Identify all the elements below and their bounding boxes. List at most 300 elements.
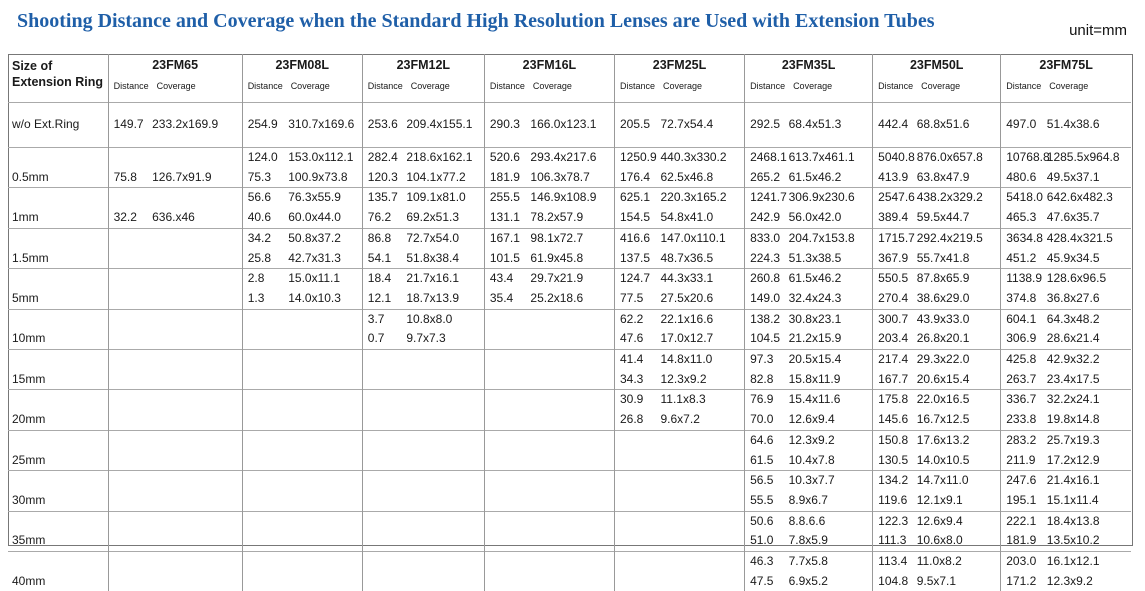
distance-cell — [242, 410, 286, 430]
distance-cell: 0.7 — [362, 329, 404, 349]
distance-cell: 145.6 — [873, 410, 915, 430]
distance-cell — [108, 228, 150, 248]
distance-cell — [484, 430, 528, 450]
table-row — [8, 188, 1131, 208]
coverage-subhead: Coverage — [532, 81, 572, 91]
coverage-cell — [150, 249, 242, 269]
coverage-cell: 78.2x57.9 — [530, 210, 584, 225]
distance-cell: 138.2 — [745, 309, 787, 329]
distance-cell: 18.4 — [362, 269, 404, 289]
lens-header-23fm65 — [108, 54, 242, 103]
coverage-cell: 54.8x41.0 — [660, 210, 714, 225]
coverage-subhead: Coverage — [921, 81, 961, 91]
distance-cell: 217.4 — [873, 350, 915, 370]
coverage-subhead: Coverage — [290, 81, 330, 91]
distance-cell: 40.6 — [242, 208, 286, 228]
distance-cell: 306.9 — [1001, 329, 1045, 349]
coverage-cell: 61.9x45.8 — [530, 250, 584, 265]
distance-cell: 41.4 — [614, 350, 658, 370]
distance-cell — [362, 410, 404, 430]
distance-cell: 497.0 — [1001, 103, 1045, 148]
distance-cell — [108, 491, 150, 511]
coverage-cell — [659, 511, 745, 531]
table-row — [8, 249, 1131, 269]
coverage-cell: 26.8x20.1 — [916, 331, 970, 346]
distance-cell: 167.7 — [873, 370, 915, 390]
distance-subhead: Distance — [750, 81, 786, 91]
coverage-cell: 7.7x5.8 — [787, 552, 873, 572]
table-row — [8, 572, 1131, 591]
coverage-cell — [150, 269, 242, 289]
lens-header-23fm75l — [1001, 54, 1131, 103]
coverage-cell: 14.0x10.5 — [916, 452, 970, 467]
distance-cell: 222.1 — [1001, 511, 1045, 531]
coverage-cell: 17.6x13.2 — [915, 430, 1001, 450]
lens-header-23fm50l — [873, 54, 1001, 103]
coverage-cell: 21.2x15.9 — [788, 331, 842, 346]
distance-cell — [108, 148, 150, 168]
distance-cell: 416.6 — [614, 228, 658, 248]
coverage-cell: 98.1x72.7 — [528, 228, 614, 248]
distance-cell: 70.0 — [745, 410, 787, 430]
size-header-line: Size of — [12, 59, 53, 73]
distance-cell: 32.2 — [108, 208, 150, 228]
distance-cell — [242, 491, 286, 511]
distance-cell — [484, 572, 528, 591]
coverage-cell — [659, 531, 745, 551]
coverage-cell: 100.9x73.8 — [288, 169, 348, 184]
coverage-cell: 38.6x29.0 — [916, 290, 970, 305]
coverage-subhead: Coverage — [156, 81, 196, 91]
distance-cell: 625.1 — [614, 188, 658, 208]
distance-cell: 149.7 — [108, 103, 150, 148]
table-row — [8, 208, 1131, 228]
distance-cell — [242, 309, 286, 329]
coverage-cell — [286, 329, 362, 349]
distance-cell — [108, 430, 150, 450]
distance-cell — [362, 451, 404, 471]
table-row — [8, 168, 1131, 188]
coverage-cell — [659, 552, 745, 572]
distance-cell: 1715.7 — [873, 228, 915, 248]
distance-cell: 101.5 — [484, 249, 528, 269]
distance-cell — [362, 491, 404, 511]
coverage-cell: 209.4x155.1 — [404, 103, 484, 148]
coverage-cell: 11.1x8.3 — [659, 390, 745, 410]
distance-cell — [108, 350, 150, 370]
distance-cell — [362, 390, 404, 410]
coverage-cell: 16.1x12.1 — [1045, 552, 1131, 572]
coverage-cell: 153.0x112.1 — [286, 148, 362, 168]
distance-cell: 111.3 — [873, 531, 915, 551]
coverage-cell — [150, 572, 242, 591]
distance-cell — [242, 451, 286, 471]
distance-cell: 25.8 — [242, 249, 286, 269]
coverage-cell: 128.6x96.5 — [1045, 269, 1131, 289]
table-row — [8, 148, 1131, 168]
lens-name: 23FM75L — [1039, 58, 1093, 72]
distance-subhead: Distance — [247, 81, 283, 91]
coverage-cell — [150, 491, 242, 511]
coverage-cell: 11.0x8.2 — [915, 552, 1001, 572]
distance-cell: 34.3 — [614, 370, 658, 390]
distance-cell: 124.7 — [614, 269, 658, 289]
extension-size-label: w/o Ext.Ring — [8, 103, 108, 148]
distance-cell: 130.5 — [873, 451, 915, 471]
coverage-cell: 10.6x8.0 — [916, 533, 963, 548]
coverage-cell — [150, 329, 242, 349]
distance-cell: 97.3 — [745, 350, 787, 370]
table-row — [8, 350, 1131, 370]
distance-cell: 480.6 — [1001, 168, 1045, 188]
distance-cell: 12.1 — [362, 289, 404, 309]
coverage-cell: 21.4x16.1 — [1045, 471, 1131, 491]
distance-cell: 270.4 — [873, 289, 915, 309]
coverage-cell — [404, 552, 484, 572]
coverage-cell: 51.8x38.4 — [406, 250, 460, 265]
coverage-cell — [286, 350, 362, 370]
distance-cell: 122.3 — [873, 511, 915, 531]
distance-cell: 135.7 — [362, 188, 404, 208]
distance-cell: 442.4 — [873, 103, 915, 148]
coverage-cell: 22.1x16.6 — [659, 309, 745, 329]
coverage-cell: 62.5x46.8 — [660, 169, 714, 184]
coverage-cell: 29.7x21.9 — [528, 269, 614, 289]
distance-subhead: Distance — [1006, 81, 1042, 91]
lens-header-23fm12l — [362, 54, 484, 103]
coverage-cell: 28.6x21.4 — [1046, 331, 1100, 346]
lens-name: 23FM25L — [652, 58, 707, 72]
coverage-cell — [528, 350, 614, 370]
table-row — [8, 511, 1131, 531]
coverage-cell: 14.8x11.0 — [659, 350, 745, 370]
distance-cell — [108, 410, 150, 430]
distance-cell — [484, 511, 528, 531]
coverage-cell — [150, 350, 242, 370]
coverage-cell — [150, 552, 242, 572]
distance-cell — [108, 188, 150, 208]
coverage-cell: 12.6x9.4 — [788, 412, 835, 427]
coverage-cell: 32.2x24.1 — [1045, 390, 1131, 410]
extension-size-label: 1mm — [8, 188, 108, 228]
table-row — [8, 329, 1131, 349]
distance-cell — [614, 511, 658, 531]
table-row — [8, 103, 1131, 148]
coverage-cell: 13.5x10.2 — [1046, 533, 1100, 548]
lens-header-23fm16l — [484, 54, 614, 103]
distance-cell: 203.0 — [1001, 552, 1045, 572]
coverage-cell: 233.2x169.9 — [150, 103, 242, 148]
coverage-cell — [528, 531, 614, 551]
distance-cell: 10768.8 — [1001, 148, 1045, 168]
distance-cell: 34.2 — [242, 228, 286, 248]
table-row — [8, 410, 1131, 430]
distance-cell: 260.8 — [745, 269, 787, 289]
distance-cell: 195.1 — [1001, 491, 1045, 511]
coverage-cell — [528, 552, 614, 572]
coverage-cell — [150, 430, 242, 450]
coverage-cell — [150, 228, 242, 248]
coverage-cell: 42.7x31.3 — [288, 250, 341, 265]
distance-cell — [242, 552, 286, 572]
distance-cell — [362, 511, 404, 531]
distance-cell: 2468.1 — [745, 148, 787, 168]
distance-cell — [108, 531, 150, 551]
distance-cell: 181.9 — [484, 168, 528, 188]
coverage-cell: 20.6x15.4 — [916, 371, 970, 386]
distance-cell: 137.5 — [614, 249, 658, 269]
coverage-cell: 25.2x18.6 — [530, 290, 584, 305]
distance-cell: 282.4 — [362, 148, 404, 168]
distance-cell — [484, 531, 528, 551]
coverage-cell: 22.0x16.5 — [915, 390, 1001, 410]
distance-cell: 154.5 — [614, 208, 658, 228]
coverage-cell: 6.9x5.2 — [788, 573, 828, 588]
coverage-cell: 51.4x38.6 — [1045, 103, 1131, 148]
lens-subheads — [243, 72, 362, 91]
lens-header-23fm08l — [242, 54, 362, 103]
distance-cell: 604.1 — [1001, 309, 1045, 329]
coverage-cell — [404, 350, 484, 370]
lens-name: 23FM12L — [396, 58, 451, 72]
coverage-cell: 613.7x461.1 — [787, 148, 873, 168]
coverage-cell: 59.5x44.7 — [916, 210, 970, 225]
distance-cell: 113.4 — [873, 552, 915, 572]
distance-cell — [242, 572, 286, 591]
distance-cell: 64.6 — [745, 430, 787, 450]
distance-cell: 1250.9 — [614, 148, 658, 168]
distance-cell: 1.3 — [242, 289, 286, 309]
coverage-cell — [528, 390, 614, 410]
coverage-cell: 109.1x81.0 — [404, 188, 484, 208]
distance-cell: 224.3 — [745, 249, 787, 269]
distance-cell: 211.9 — [1001, 451, 1045, 471]
coverage-cell — [528, 370, 614, 390]
distance-cell — [614, 471, 658, 491]
extension-size-label: 40mm — [8, 552, 108, 591]
distance-cell — [614, 491, 658, 511]
coverage-cell: 29.3x22.0 — [915, 350, 1001, 370]
coverage-cell: 9.5x7.1 — [916, 573, 957, 588]
coverage-cell — [404, 430, 484, 450]
coverage-cell: 56.0x42.0 — [788, 210, 842, 225]
distance-subhead: Distance — [489, 81, 525, 91]
extension-size-label: 5mm — [8, 269, 108, 309]
coverage-cell: 876.0x657.8 — [915, 148, 1001, 168]
lens-subheads — [615, 72, 744, 91]
distance-cell: 389.4 — [873, 208, 915, 228]
coverage-cell: 9.6x7.2 — [660, 412, 700, 427]
distance-cell: 181.9 — [1001, 531, 1045, 551]
distance-cell — [484, 471, 528, 491]
distance-cell: 247.6 — [1001, 471, 1045, 491]
coverage-cell: 17.2x12.9 — [1046, 452, 1100, 467]
distance-cell: 131.1 — [484, 208, 528, 228]
coverage-cell: 15.1x11.4 — [1046, 492, 1099, 507]
distance-cell: 1241.7 — [745, 188, 787, 208]
coverage-cell: 72.7x54.4 — [659, 103, 745, 148]
distance-cell: 50.6 — [745, 511, 787, 531]
coverage-cell — [286, 531, 362, 551]
coverage-cell — [286, 511, 362, 531]
distance-cell: 254.9 — [242, 103, 286, 148]
coverage-subhead: Coverage — [410, 81, 450, 91]
coverage-cell: 60.0x44.0 — [288, 210, 341, 225]
distance-cell: 54.1 — [362, 249, 404, 269]
coverage-subhead: Coverage — [793, 81, 833, 91]
distance-cell — [362, 370, 404, 390]
distance-cell: 253.6 — [362, 103, 404, 148]
coverage-cell: 51.3x38.5 — [788, 250, 842, 265]
coverage-cell — [659, 451, 745, 471]
distance-cell: 292.5 — [745, 103, 787, 148]
distance-subhead: Distance — [619, 81, 655, 91]
distance-cell — [362, 531, 404, 551]
lens-header-23fm35l — [745, 54, 873, 103]
coverage-cell: 8.9x6.7 — [788, 492, 828, 507]
coverage-cell — [404, 471, 484, 491]
distance-cell: 176.4 — [614, 168, 658, 188]
coverage-cell: 44.3x33.1 — [659, 269, 745, 289]
distance-cell — [242, 531, 286, 551]
coverage-cell: 18.4x13.8 — [1045, 511, 1131, 531]
distance-cell — [484, 451, 528, 471]
distance-cell: 43.4 — [484, 269, 528, 289]
coverage-cell — [150, 289, 242, 309]
coverage-cell: 1285.5x964.8 — [1045, 148, 1131, 168]
lens-subheads — [109, 72, 242, 91]
coverage-cell — [659, 572, 745, 591]
coverage-cell — [150, 370, 242, 390]
coverage-cell: 126.7x91.9 — [152, 169, 212, 184]
coverage-cell — [286, 370, 362, 390]
table-row — [8, 531, 1131, 551]
coverage-cell — [404, 451, 484, 471]
coverage-cell: 306.9x230.6 — [787, 188, 873, 208]
coverage-cell: 636.x46 — [152, 210, 195, 225]
distance-cell — [108, 269, 150, 289]
distance-cell — [614, 572, 658, 591]
coverage-cell: 64.3x48.2 — [1045, 309, 1131, 329]
coverage-cell — [286, 390, 362, 410]
coverage-cell: 15.0x11.1 — [286, 269, 362, 289]
coverage-cell: 68.8x51.6 — [915, 103, 1001, 148]
distance-cell: 425.8 — [1001, 350, 1045, 370]
distance-cell: 30.9 — [614, 390, 658, 410]
distance-cell: 76.2 — [362, 208, 404, 228]
distance-cell: 56.5 — [745, 471, 787, 491]
table-row — [8, 390, 1131, 410]
coverage-cell — [150, 309, 242, 329]
coverage-cell — [286, 552, 362, 572]
coverage-cell: 147.0x110.1 — [659, 228, 745, 248]
distance-cell — [108, 309, 150, 329]
extension-size-label: 15mm — [8, 350, 108, 390]
extension-size-label: 35mm — [8, 511, 108, 551]
coverage-cell: 47.6x35.7 — [1046, 210, 1100, 225]
distance-cell — [614, 430, 658, 450]
coverage-cell — [528, 430, 614, 450]
distance-cell — [108, 572, 150, 591]
coverage-cell — [286, 471, 362, 491]
distance-cell — [242, 329, 286, 349]
coverage-cell: 25.7x19.3 — [1045, 430, 1131, 450]
coverage-cell — [404, 370, 484, 390]
distance-cell — [108, 511, 150, 531]
coverage-cell: 18.7x13.9 — [406, 290, 460, 305]
table-row — [8, 430, 1131, 450]
distance-cell — [484, 329, 528, 349]
extension-size-label: 30mm — [8, 471, 108, 511]
coverage-cell: 14.7x11.0 — [915, 471, 1001, 491]
coverage-cell: 12.3x9.2 — [1046, 573, 1093, 588]
distance-cell — [108, 451, 150, 471]
table-row — [8, 451, 1131, 471]
coverage-cell: 10.3x7.7 — [787, 471, 873, 491]
coverage-cell: 204.7x153.8 — [787, 228, 873, 248]
coverage-cell — [528, 491, 614, 511]
distance-cell — [242, 390, 286, 410]
distance-cell — [362, 572, 404, 591]
distance-cell — [484, 309, 528, 329]
coverage-cell: 292.4x219.5 — [915, 228, 1001, 248]
coverage-cell — [528, 511, 614, 531]
coverage-cell: 32.4x24.3 — [788, 290, 842, 305]
coverage-cell: 20.5x15.4 — [787, 350, 873, 370]
distance-cell — [242, 471, 286, 491]
distance-cell: 336.7 — [1001, 390, 1045, 410]
distance-cell — [242, 511, 286, 531]
distance-cell: 62.2 — [614, 309, 658, 329]
coverage-cell: 45.9x34.5 — [1046, 250, 1100, 265]
coverage-cell: 440.3x330.2 — [659, 148, 745, 168]
distance-cell: 46.3 — [745, 552, 787, 572]
coverage-subhead: Coverage — [662, 81, 702, 91]
distance-cell: 300.7 — [873, 309, 915, 329]
distance-cell — [108, 390, 150, 410]
lens-subheads — [1001, 72, 1131, 91]
extension-size-label: 1.5mm — [8, 228, 108, 268]
distance-cell — [614, 531, 658, 551]
distance-cell — [362, 350, 404, 370]
coverage-cell: 438.2x329.2 — [915, 188, 1001, 208]
distance-cell — [484, 552, 528, 572]
coverage-cell: 19.8x14.8 — [1046, 412, 1100, 427]
table-row — [8, 228, 1131, 248]
distance-cell — [484, 410, 528, 430]
coverage-cell — [528, 572, 614, 591]
distance-cell: 242.9 — [745, 208, 787, 228]
coverage-cell: 23.4x17.5 — [1046, 371, 1100, 386]
distance-cell: 171.2 — [1001, 572, 1045, 591]
coverage-cell: 55.7x41.8 — [916, 250, 970, 265]
coverage-cell: 220.3x165.2 — [659, 188, 745, 208]
lens-name: 23FM50L — [909, 58, 964, 72]
coverage-cell: 12.1x9.1 — [916, 492, 963, 507]
coverage-cell: 8.8.6.6 — [787, 511, 873, 531]
distance-cell: 47.5 — [745, 572, 787, 591]
coverage-cell — [404, 511, 484, 531]
distance-cell: 5040.8 — [873, 148, 915, 168]
coverage-cell — [659, 471, 745, 491]
distance-cell: 5418.0 — [1001, 188, 1045, 208]
extension-size-label: 20mm — [8, 390, 108, 430]
distance-cell: 1138.9 — [1001, 269, 1045, 289]
size-column-header — [8, 54, 108, 103]
coverage-cell: 16.7x12.5 — [916, 412, 970, 427]
distance-cell: 2.8 — [242, 269, 286, 289]
distance-cell — [484, 491, 528, 511]
